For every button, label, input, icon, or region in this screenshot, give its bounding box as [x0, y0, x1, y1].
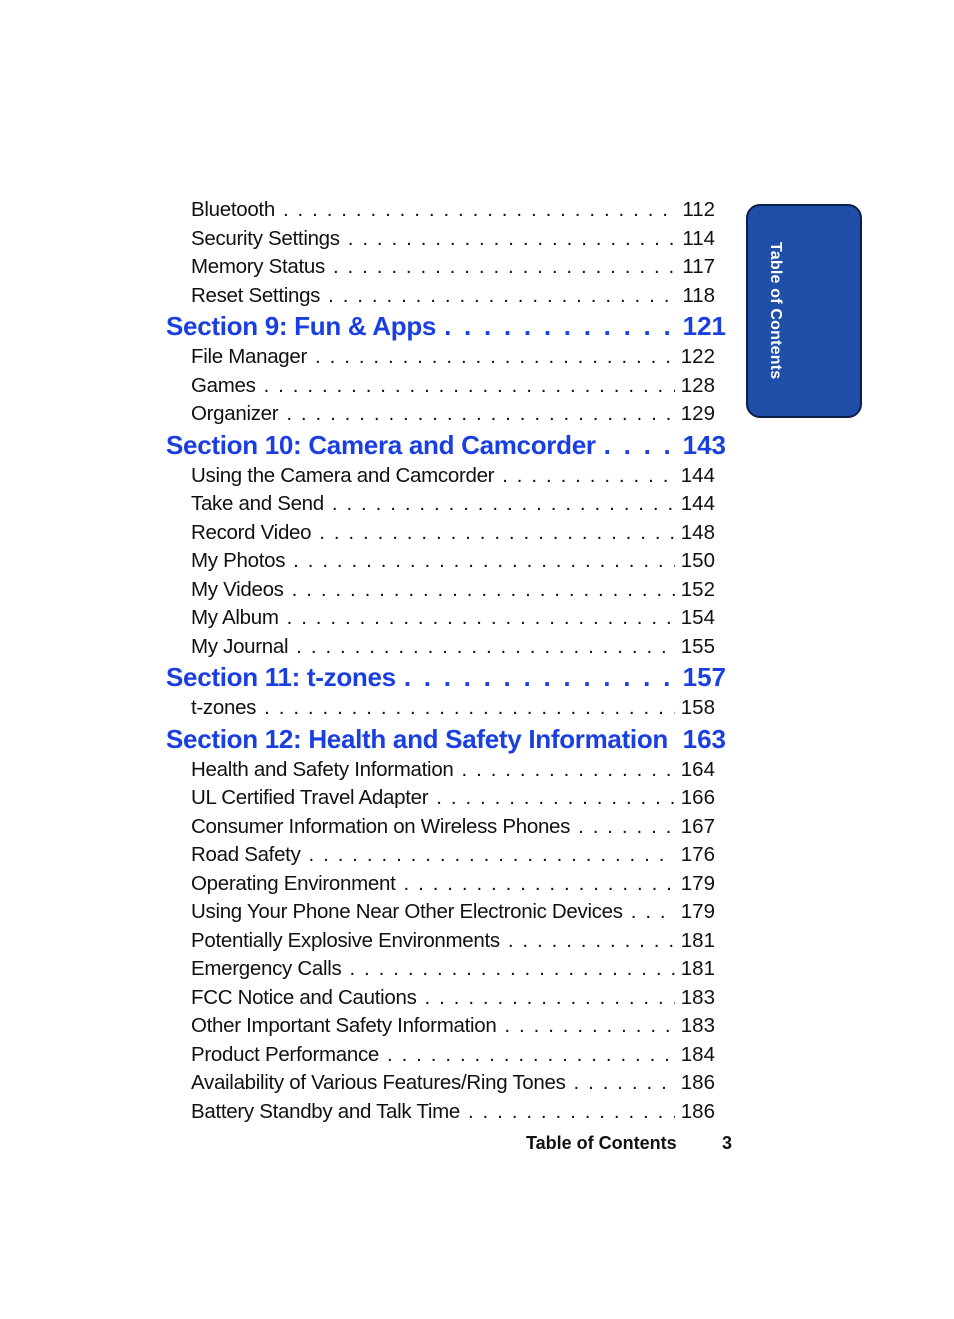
entry-title: Potentially Explosive Environments [191, 928, 500, 952]
toc-section-heading[interactable] [166, 723, 726, 756]
entry-title: Other Important Safety Information [191, 1014, 497, 1037]
entry-page-number: 152 [680, 577, 715, 601]
entry-title: Take and Send [191, 492, 324, 515]
toc-entry[interactable] [166, 519, 726, 548]
side-tab-label: Table of Contents [767, 242, 784, 380]
toc-entry[interactable] [166, 372, 726, 401]
dot-leader [319, 519, 675, 548]
entry-page-number: 186 [680, 1099, 715, 1123]
dot-leader [387, 1041, 675, 1070]
toc-entry[interactable] [166, 282, 726, 311]
dot-leader [578, 813, 675, 842]
entry-page-number: 129 [680, 402, 715, 425]
toc-section-heading[interactable] [166, 310, 726, 343]
dot-leader [292, 576, 675, 605]
dot-leader [676, 723, 677, 756]
section-page-number: 143 [682, 429, 726, 460]
section-title: Section 9: Fun & Apps [166, 311, 437, 341]
section-page-number: 121 [682, 311, 726, 341]
entry-title: My Album [191, 606, 279, 629]
entry-title: My Journal [191, 634, 289, 658]
entry-title: My Photos [191, 549, 286, 572]
section-title: Section 11: t-zones [166, 662, 396, 692]
entry-page-number: 176 [680, 843, 715, 866]
dot-leader [309, 841, 675, 870]
entry-title: Bluetooth [191, 198, 275, 221]
dot-leader [604, 429, 677, 462]
entry-page-number: 183 [680, 985, 715, 1009]
entry-title: Using the Camera and Camcorder [191, 463, 495, 487]
toc-entry[interactable] [166, 1069, 726, 1098]
entry-title: My Videos [191, 577, 284, 601]
toc-entry[interactable] [166, 1041, 726, 1070]
table-of-contents [166, 196, 726, 1126]
toc-entry[interactable] [166, 756, 726, 785]
dot-leader [404, 661, 677, 694]
section-page-number: 157 [682, 662, 726, 692]
section-title: Section 10: Camera and Camcorder [166, 429, 596, 460]
toc-entry[interactable] [166, 841, 726, 870]
entry-page-number: 164 [680, 757, 715, 781]
dot-leader [287, 604, 675, 633]
dot-leader [425, 984, 675, 1013]
toc-entry[interactable] [166, 462, 726, 491]
entry-page-number: 128 [680, 373, 715, 397]
entry-title: Consumer Information on Wireless Phones [191, 814, 571, 838]
entry-title: Emergency Calls [191, 957, 342, 980]
entry-page-number: 150 [680, 549, 715, 572]
entry-page-number: 184 [680, 1042, 715, 1066]
toc-entry[interactable] [166, 604, 726, 633]
toc-entry[interactable] [166, 400, 726, 429]
toc-entry[interactable] [166, 1012, 726, 1041]
toc-entry[interactable] [166, 547, 726, 576]
entry-title: Memory Status [191, 255, 325, 278]
entry-page-number: 179 [680, 900, 715, 923]
entry-title: Health and Safety Information [191, 757, 454, 781]
entry-title: Record Video [191, 520, 312, 544]
toc-entry[interactable] [166, 576, 726, 605]
dot-leader [264, 372, 675, 401]
entry-title: Using Your Phone Near Other Electronic Devices [191, 900, 623, 923]
entry-page-number: 181 [680, 957, 715, 980]
toc-entry[interactable] [166, 955, 726, 984]
entry-title: Operating Environment [191, 871, 396, 895]
dot-leader [315, 343, 675, 372]
entry-title: Battery Standby and Talk Time [191, 1099, 460, 1123]
entry-page-number: 144 [680, 492, 715, 515]
dot-leader [444, 310, 677, 343]
dot-leader [349, 955, 674, 984]
entry-title: Product Performance [191, 1042, 379, 1066]
dot-leader [348, 225, 677, 254]
toc-entry[interactable] [166, 253, 726, 282]
entry-page-number: 186 [680, 1071, 715, 1094]
dot-leader [502, 462, 675, 491]
entry-page-number: 155 [680, 634, 715, 658]
toc-entry[interactable] [166, 1098, 726, 1127]
dot-leader [264, 694, 675, 723]
dot-leader [296, 633, 675, 662]
page-footer [520, 1133, 736, 1157]
dot-leader [404, 870, 675, 899]
entry-page-number: 114 [682, 226, 715, 250]
entry-title: Availability of Various Features/Ring Tones [191, 1071, 566, 1094]
toc-entry[interactable] [166, 343, 726, 372]
dot-leader [333, 253, 676, 282]
entry-title: Organizer [191, 402, 279, 425]
toc-entry[interactable] [166, 490, 726, 519]
entry-title: Reset Settings [191, 283, 321, 307]
dot-leader [293, 547, 675, 576]
dot-leader [468, 1098, 675, 1127]
entry-page-number: 158 [680, 696, 715, 719]
dot-leader [631, 898, 675, 927]
toc-entry[interactable] [166, 196, 726, 225]
entry-title: Security Settings [191, 226, 340, 250]
entry-title: Games [191, 373, 256, 397]
entry-page-number: 181 [680, 928, 715, 952]
entry-page-number: 154 [680, 606, 715, 629]
entry-title: t-zones [191, 696, 257, 719]
entry-page-number: 183 [680, 1014, 715, 1037]
dot-leader [283, 196, 676, 225]
toc-entry[interactable] [166, 898, 726, 927]
section-title: Section 12: Health and Safety Information [166, 723, 669, 754]
entry-page-number: 118 [682, 283, 715, 307]
entry-page-number: 148 [680, 520, 715, 544]
dot-leader [436, 784, 675, 813]
dot-leader [508, 927, 675, 956]
dot-leader [574, 1069, 675, 1098]
toc-entry[interactable] [166, 225, 726, 254]
entry-page-number: 166 [680, 786, 715, 809]
entry-title: File Manager [191, 345, 308, 368]
toc-section-heading[interactable] [166, 661, 726, 694]
entry-page-number: 117 [682, 255, 715, 278]
toc-entry[interactable] [166, 984, 726, 1013]
toc-entry[interactable] [166, 927, 726, 956]
dot-leader [286, 400, 674, 429]
dot-leader [328, 282, 676, 311]
entry-page-number: 144 [680, 463, 715, 487]
entry-page-number: 179 [680, 871, 715, 895]
entry-page-number: 122 [680, 345, 715, 368]
toc-entry[interactable] [166, 784, 726, 813]
entry-title: Road Safety [191, 843, 301, 866]
toc-entry[interactable] [166, 813, 726, 842]
entry-page-number: 167 [680, 814, 715, 838]
side-tab [746, 204, 862, 418]
toc-entry[interactable] [166, 870, 726, 899]
toc-entry[interactable] [166, 694, 726, 723]
entry-title: FCC Notice and Cautions [191, 985, 417, 1009]
section-page-number: 163 [682, 723, 726, 754]
entry-page-number: 112 [682, 198, 715, 221]
entry-title: UL Certified Travel Adapter [191, 786, 429, 809]
footer-page-number: 3 [721, 1133, 732, 1153]
toc-entry[interactable] [166, 633, 726, 662]
footer-title: Table of Contents [526, 1133, 677, 1153]
toc-section-heading[interactable] [166, 429, 726, 462]
dot-leader [504, 1012, 674, 1041]
dot-leader [332, 490, 675, 519]
dot-leader [462, 756, 675, 785]
